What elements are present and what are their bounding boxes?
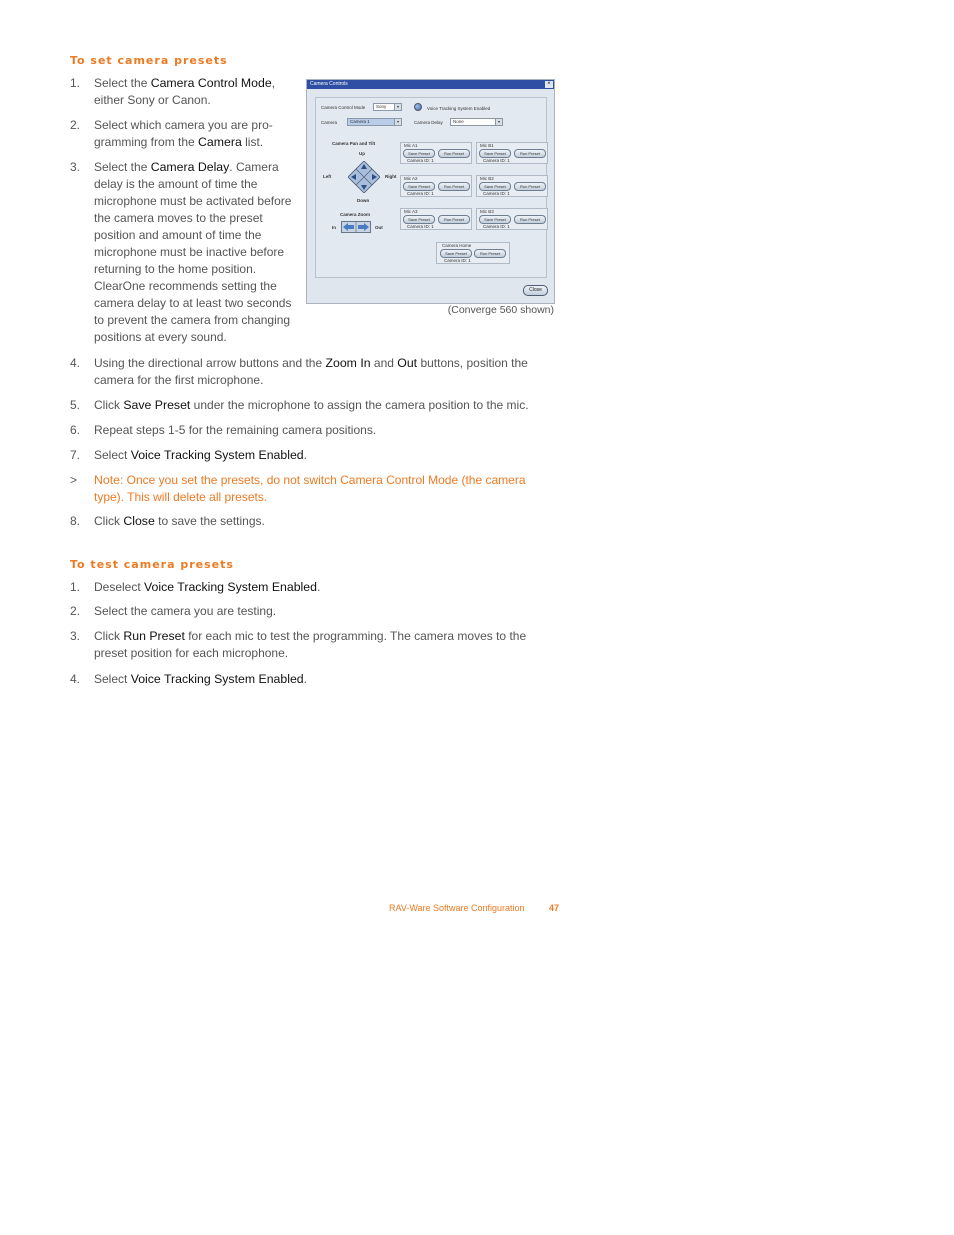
chevron-down-icon: ▾ [394, 119, 401, 125]
step-line [94, 489, 526, 506]
step-line [94, 355, 528, 372]
step-number: 8. [70, 514, 81, 528]
voice-tracking-radio [414, 103, 422, 111]
section-heading-test-presets: To test camera presets [70, 558, 234, 571]
step-text [94, 671, 307, 688]
step-number: 2. [70, 604, 81, 618]
step-line [94, 628, 526, 645]
step-text-run: either Sony or Canon. [94, 93, 211, 107]
step-line [94, 117, 273, 134]
step-text-run: Select the [94, 160, 151, 174]
chevron-down-icon: ▾ [394, 104, 401, 110]
camera-delay-select [450, 118, 503, 126]
down-label: Down [357, 198, 370, 203]
step-text-run: . Camera [229, 160, 279, 174]
camera-delay-value: None [453, 119, 464, 124]
step-text-run: buttons, position the [417, 356, 528, 370]
pan-tilt-label: Camera Pan and Tilt [332, 141, 376, 146]
step-text-run: and [370, 356, 398, 370]
screenshot-title-bar [307, 80, 554, 89]
camera-label: Camera [321, 120, 338, 125]
control-mode-label: Camera Control Mode [321, 105, 366, 110]
step-text-run: type). This will delete all presets. [94, 490, 268, 504]
step-line [94, 193, 291, 210]
step-line [94, 75, 275, 92]
home-run-preset-button: Run Preset [474, 249, 506, 258]
step-text-run: to save the settings. [154, 514, 265, 528]
step-text-run: for each mic to test the programming. The camera moves to the [184, 629, 527, 643]
camera-controls-panel [315, 97, 547, 278]
chevron-down-icon: ▾ [495, 119, 502, 125]
mic-preset-group [476, 208, 548, 230]
step-text-run: microphone must be activated before [94, 194, 292, 208]
mic-preset-group [400, 142, 472, 164]
step-text-run: gramming from the [94, 135, 199, 149]
step-number: 4. [70, 672, 81, 686]
step-number: 3. [70, 629, 81, 643]
step-text [94, 513, 265, 530]
step-line [94, 244, 291, 261]
mic-preset-group [476, 175, 548, 197]
step-number: 1. [70, 76, 81, 90]
step-text-run: . [303, 672, 307, 686]
zoom-arrows-icon [341, 221, 371, 233]
ui-term: Camera Delay [150, 160, 230, 174]
camera-home-id: Camera ID: 1 [444, 258, 471, 263]
mic-preset-group [476, 142, 548, 164]
step-text-run: : Once you set the presets, do not switch Camera Control Mode (the camera [119, 473, 526, 487]
step-text-run: Select which camera you are pro- [94, 118, 273, 132]
save-preset-button: Save Preset [403, 215, 435, 224]
ui-term: Camera [198, 135, 242, 149]
mic-camera-id: Camera ID: 1 [483, 224, 510, 229]
mic-name: Mic A3 [404, 209, 418, 214]
step-line [94, 422, 376, 439]
mic-name: Mic A2 [404, 176, 418, 181]
step-line [94, 671, 307, 688]
step-line [94, 447, 307, 464]
step-text-run: returning to the home position. [94, 262, 257, 276]
step-text-run: microphone must be inactive before [94, 245, 285, 259]
step-number: 1. [70, 580, 81, 594]
control-mode-select [373, 103, 402, 111]
camera-home-group [436, 242, 510, 264]
step-text-run: Select the [94, 76, 151, 90]
step-number: 6. [70, 423, 81, 437]
step-line [94, 312, 291, 329]
step-line [94, 329, 291, 346]
mic-name: Mic B1 [480, 143, 494, 148]
ui-term: Zoom In [325, 356, 371, 370]
save-preset-button: Save Preset [479, 149, 511, 158]
step-text [94, 355, 528, 389]
step-line [94, 134, 273, 151]
step-line [94, 210, 291, 227]
up-label: Up [359, 151, 365, 156]
ui-term: Save Preset [123, 398, 191, 412]
ui-term: Voice Tracking System Enabled [130, 672, 304, 686]
step-text [94, 159, 291, 346]
camera-select [347, 118, 402, 126]
run-preset-button: Run Preset [438, 215, 470, 224]
step-text-run: . [316, 580, 321, 594]
step-line [94, 513, 265, 530]
ui-term: Out [397, 356, 418, 370]
ui-term: Note [94, 473, 120, 487]
step-text-run: Repeat steps 1-5 for the remaining camera positions. [94, 423, 377, 437]
save-preset-button: Save Preset [403, 149, 435, 158]
mic-camera-id: Camera ID: 1 [483, 191, 510, 196]
step-text-run: Select [94, 672, 131, 686]
screenshot-caption: (Converge 560 shown) [447, 304, 554, 316]
close-button: Close [523, 285, 548, 296]
step-line [94, 278, 291, 295]
run-preset-button: Run Preset [514, 149, 546, 158]
ui-term: Run Preset [123, 629, 185, 643]
step-number: 4. [70, 356, 81, 370]
zoom-label: Camera Zoom [340, 212, 371, 217]
step-text-run: positions at every sound. [94, 330, 227, 344]
step-text-run: delay is the amount of time the [94, 177, 258, 191]
step-text [94, 603, 276, 620]
step-text-run: under the microphone to assign the camera position to the mic. [190, 398, 529, 412]
direction-pad-icon [348, 161, 380, 193]
step-text-run: Using the directional arrow buttons and the [94, 356, 326, 370]
ui-term: Voice Tracking System Enabled [130, 448, 304, 462]
step-text [94, 472, 526, 506]
step-line [94, 227, 291, 244]
step-line [94, 92, 275, 109]
home-save-preset-button: Save Preset [440, 249, 472, 258]
mic-name: Mic B2 [480, 176, 494, 181]
camera-delay-label: Camera Delay [414, 120, 443, 125]
step-number: > [70, 473, 78, 487]
camera-controls-screenshot [306, 79, 555, 304]
step-text-run: ClearOne recommends setting the [94, 279, 277, 293]
page-number: 47 [549, 903, 560, 913]
step-line [94, 579, 320, 596]
step-line [94, 176, 291, 193]
step-text-run: Select [94, 448, 131, 462]
run-preset-button: Run Preset [438, 149, 470, 158]
step-line [94, 159, 291, 176]
mic-name: Mic B3 [480, 209, 494, 214]
step-line [94, 261, 291, 278]
step-text-run: to prevent the camera from changing [94, 313, 291, 327]
step-line [94, 472, 526, 489]
ui-term: Voice Tracking System Enabled [144, 580, 317, 594]
step-text-run: Click [94, 514, 124, 528]
ui-term: Close [123, 514, 155, 528]
step-text-run: Deselect [94, 580, 145, 594]
camera-value: Camera 1 [350, 119, 370, 124]
step-line [94, 372, 528, 389]
right-label: Right [385, 174, 397, 179]
voice-tracking-label: Voice Tracking System Enabled [427, 106, 491, 111]
mic-name: Mic A1 [404, 143, 418, 148]
step-line [94, 295, 291, 312]
left-label: Left [323, 174, 332, 179]
step-number: 7. [70, 448, 81, 462]
step-text-run: camera for the first microphone. [94, 373, 264, 387]
run-preset-button: Run Preset [514, 182, 546, 191]
step-text-run: list. [241, 135, 264, 149]
run-preset-button: Run Preset [438, 182, 470, 191]
zoom-in-label: In [332, 225, 336, 230]
step-number: 5. [70, 398, 81, 412]
step-text-run: preset position for each microphone. [94, 646, 289, 660]
screenshot-window-title: Camera Controls [310, 81, 348, 87]
step-number: 3. [70, 160, 81, 174]
step-text-run: position and amount of time the [94, 228, 262, 242]
step-line [94, 397, 529, 414]
mic-camera-id: Camera ID: 1 [483, 158, 510, 163]
mic-preset-group [400, 175, 472, 197]
run-preset-button: Run Preset [514, 215, 546, 224]
save-preset-button: Save Preset [479, 215, 511, 224]
step-text-run: . [303, 448, 307, 462]
control-mode-value: Sony [376, 104, 387, 109]
step-text [94, 117, 273, 151]
step-text [94, 628, 526, 662]
ui-term: Camera Control Mode [150, 76, 272, 90]
step-text-run: Click [94, 398, 124, 412]
save-preset-button: Save Preset [403, 182, 435, 191]
step-text [94, 447, 307, 464]
step-text-run: camera delay to at least two seconds [94, 296, 292, 310]
step-text [94, 422, 376, 439]
step-text-run: , [271, 76, 276, 90]
step-line [94, 645, 526, 662]
step-text [94, 579, 320, 596]
step-text-run: the camera moves to the preset [94, 211, 263, 225]
footer-title: RAV-Ware Software Configuration [389, 903, 525, 913]
step-text-run: Select the camera you are testing. [94, 604, 277, 618]
save-preset-button: Save Preset [479, 182, 511, 191]
camera-home-label: Camera Home [442, 243, 472, 248]
step-text-run: Click [94, 629, 124, 643]
step-line [94, 603, 276, 620]
mic-camera-id: Camera ID: 1 [407, 191, 434, 196]
step-text [94, 397, 529, 414]
close-icon: × [545, 81, 553, 88]
mic-camera-id: Camera ID: 1 [407, 158, 434, 163]
step-number: 2. [70, 118, 81, 132]
section-heading-set-presets: To set camera presets [70, 54, 228, 67]
zoom-out-label: Out [375, 225, 383, 230]
mic-preset-group [400, 208, 472, 230]
step-text [94, 75, 275, 109]
mic-camera-id: Camera ID: 1 [407, 224, 434, 229]
